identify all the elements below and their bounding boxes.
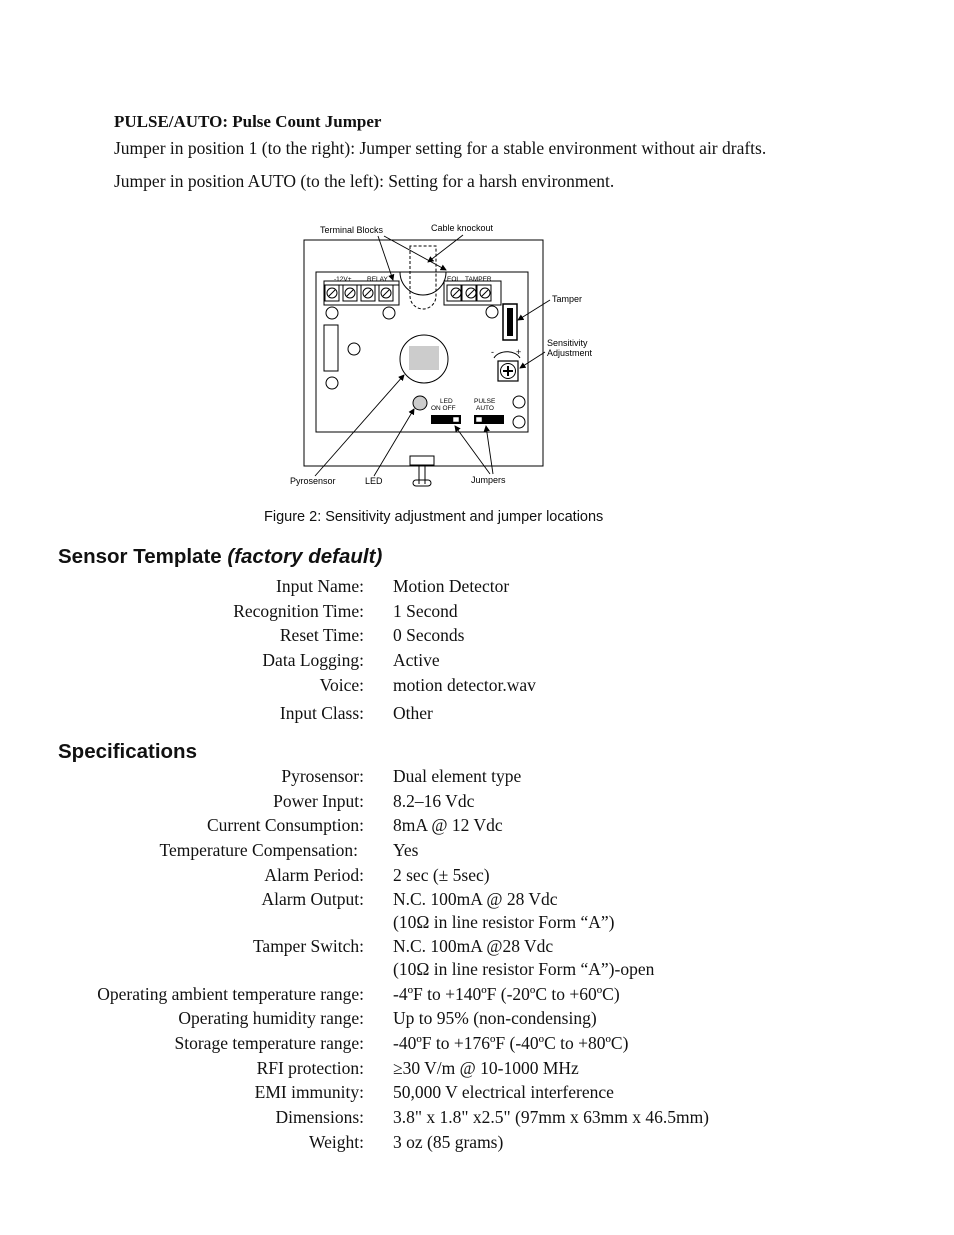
spec-row [0, 815, 954, 839]
side-connector [324, 325, 338, 371]
spec-value: 2 sec (± 5sec) [393, 865, 490, 885]
spec-label: Current Consumption: [206, 815, 364, 835]
specifications-title: Specifications [58, 740, 197, 763]
template-value: Active [393, 650, 440, 670]
terminal-label-eol: EOL [447, 276, 461, 283]
spec-label: Tamper Switch: [252, 936, 364, 956]
spec-row [0, 865, 954, 889]
spec-value: Yes [393, 840, 419, 860]
label-jumpers: Jumpers [471, 475, 506, 485]
spec-label: Storage temperature range: [174, 1033, 364, 1053]
sensitivity-minus: - [491, 347, 494, 357]
template-row [0, 601, 954, 625]
spec-row [0, 766, 954, 790]
spec-value: -40ºF to +176ºF (-40ºC to +80ºC) [393, 1033, 629, 1053]
spec-row [0, 1008, 954, 1032]
spec-value: 8mA @ 12 Vdc [393, 815, 503, 835]
spec-row [0, 984, 954, 1008]
pulse-jumper-label-2: AUTO [476, 405, 494, 412]
spec-row [0, 1082, 954, 1106]
template-label: Data Logging: [262, 650, 364, 670]
spec-label: Operating humidity range: [178, 1008, 364, 1028]
spec-label: RFI protection: [256, 1058, 364, 1078]
spec-value: ≥30 V/m @ 10-1000 MHz [393, 1058, 579, 1078]
spec-label: EMI immunity: [254, 1082, 364, 1102]
label-tamper: Tamper [552, 294, 583, 304]
spec-value: -4ºF to +140ºF (-20ºC to +60ºC) [393, 984, 620, 1004]
spec-row-continuation [0, 912, 954, 936]
spec-value-continuation: (10Ω in line resistor Form “A”)-open [393, 959, 655, 979]
spec-row [0, 791, 954, 815]
spec-label: Pyrosensor: [281, 766, 364, 786]
spec-label: Alarm Period: [264, 865, 364, 885]
spec-value: 8.2–16 Vdc [393, 791, 475, 811]
led-jumper-label-2: ON OFF [431, 405, 456, 412]
spec-value: 3 oz (85 grams) [393, 1132, 504, 1152]
led [413, 396, 427, 410]
spec-row-continuation [0, 959, 954, 983]
template-label: Input Class: [279, 703, 364, 723]
spec-value-continuation: (10Ω in line resistor Form “A”) [393, 912, 615, 932]
spec-label: Temperature Compensation: [159, 840, 358, 860]
terminal-label-relay: RELAY [367, 276, 388, 283]
pulse-jumper-heading: PULSE/AUTO: Pulse Count Jumper [114, 112, 382, 131]
spec-row [0, 936, 954, 960]
terminal-label-tamper: TAMPER [465, 276, 492, 283]
template-row [0, 675, 954, 699]
spec-value: 3.8" x 1.8" x2.5" (97mm x 63mm x 46.5mm) [393, 1107, 710, 1127]
template-label: Recognition Time: [233, 601, 364, 621]
template-row [0, 650, 954, 674]
spec-label: Weight: [309, 1132, 364, 1152]
terminal-screws-right [447, 285, 491, 301]
spec-row [0, 1107, 954, 1131]
spec-row [0, 840, 954, 864]
spec-row [0, 1132, 954, 1156]
template-label: Voice: [319, 675, 364, 695]
label-cable-knockout: Cable knockout [431, 223, 494, 233]
template-value: Motion Detector [393, 576, 510, 596]
template-value: 0 Seconds [393, 625, 465, 645]
label-pyrosensor: Pyrosensor [290, 476, 336, 486]
terminal-screws-left [325, 285, 393, 301]
sensor-template-title-italic: (factory default) [227, 545, 383, 568]
pulse-jumper-label-1: PULSE [474, 398, 496, 405]
figure-caption: Figure 2: Sensitivity adjustment and jumper locations [264, 509, 604, 525]
template-label: Reset Time: [279, 625, 364, 645]
jumper-position-auto-paragraph: Jumper in position AUTO (to the left): Setting for a harsh environment. [114, 171, 615, 191]
terminal-label-12v: -12V+ [334, 276, 352, 283]
spec-label: Power Input: [273, 791, 364, 811]
label-adjustment: Adjustment [547, 348, 593, 358]
template-row [0, 576, 954, 600]
sensor-template-title [58, 545, 382, 569]
template-value: 1 Second [393, 601, 458, 621]
spec-value: 50,000 V electrical interference [393, 1082, 614, 1102]
bottom-bracket [410, 456, 434, 465]
sensitivity-plus: + [516, 347, 522, 357]
template-row [0, 703, 954, 727]
spec-label: Dimensions: [275, 1107, 364, 1127]
sensor-board-diagram [280, 218, 620, 494]
template-value: Other [393, 703, 433, 723]
template-value: motion detector.wav [393, 675, 536, 695]
spec-row [0, 1033, 954, 1057]
jumper-position-1-paragraph: Jumper in position 1 (to the right): Jumper setting for a stable environment without air drafts. [114, 138, 767, 158]
template-row [0, 625, 954, 649]
label-led: LED [365, 476, 383, 486]
spec-value: N.C. 100mA @28 Vdc [393, 936, 554, 956]
spec-label: Alarm Output: [261, 889, 364, 909]
sensor-template-title-main: Sensor Template [58, 545, 222, 568]
spec-row [0, 1058, 954, 1082]
label-terminal-blocks: Terminal Blocks [320, 225, 384, 235]
spec-value: Dual element type [393, 766, 522, 786]
cable-knockout [410, 246, 436, 309]
template-label: Input Name: [276, 576, 364, 596]
spec-row [0, 889, 954, 913]
spec-value: Up to 95% (non-condensing) [393, 1008, 597, 1028]
spec-label: Operating ambient temperature range: [97, 984, 364, 1004]
led-jumper-label-1: LED [440, 398, 453, 405]
spec-value: N.C. 100mA @ 28 Vdc [393, 889, 558, 909]
label-sensitivity: Sensitivity [547, 338, 588, 348]
